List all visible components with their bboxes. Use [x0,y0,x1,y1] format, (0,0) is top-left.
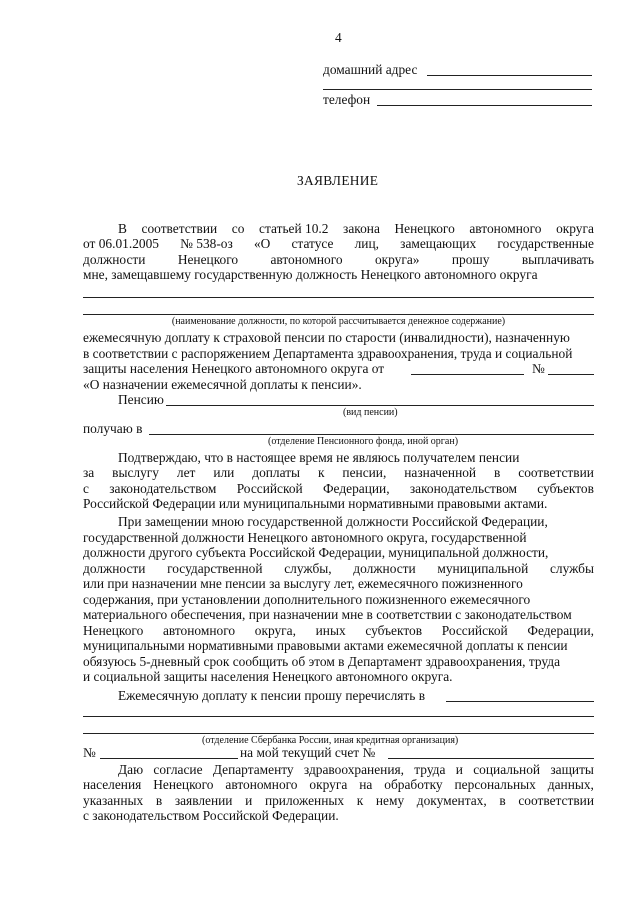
p1-line-3: должности Ненецкого автономного округа» прошу выплачивать [83,252,594,267]
p3-line-10: обязуюсь 5-дневный срок сообщить об этом в Департамент здравоохранения, труда [83,654,561,669]
p3-line-6: содержания, при установлении дополнительного пожизненного ежемесячного [83,592,531,607]
pension-authority-caption: (отделение Пенсионного фонда, иной орган) [268,436,459,447]
p5-line-3: указанных в заявлении и приложенных к нему документах, в соответствии [83,793,594,808]
position-name-caption: (наименование должности, по которой рассчитывается денежное содержание) [171,316,506,327]
p3-line-8: Ненецкого автономного округа, иных субъектов Российской Федерации, [83,623,594,638]
p3-line-3: должности другого субъекта Российской Федерации, муниципальной должности, [83,545,549,560]
bank-caption: (отделение Сбербанка России, иная кредитная организация) [202,735,459,746]
order-number-label: № [532,361,545,376]
order-number-field[interactable] [548,374,594,375]
order-date-field[interactable] [411,374,524,375]
account-label: на мой текущий счет № [240,745,376,760]
bank-field-2[interactable] [83,716,594,717]
home-address-label: домашний адрес [323,62,418,77]
p4-line-1: Ежемесячную доплату к пенсии прошу перечислять в [118,688,426,703]
p2-line-1: Подтверждаю, что в настоящее время не являюсь получателем пенсии [118,450,520,465]
p1-line-6: в соответствии с распоряжением Департамента здравоохранения, труда и социальной [83,346,573,361]
p2-line-2: за выслугу лет или доплаты к пенсии, назначенной в соответствии [83,465,594,480]
bank-field[interactable] [446,701,594,702]
p5-line-2: населения Ненецкого автономного округа на обработку персональных данных, [83,777,594,792]
p2-line-4: Российской Федерации или муниципальными нормативными правовыми актами. [83,496,548,511]
pension-authority-field[interactable] [149,434,594,435]
receive-label: получаю в [83,421,143,436]
p1-line-1: В соответствии со статьей 10.2 закона Ненецкого автономного округа [118,221,594,236]
branch-number-label: № [83,745,96,760]
p3-line-4: должности государственной службы, должности муниципальной службы [83,561,594,576]
p5-line-1: Даю согласие Департаменту здравоохранения, труда и социальной защиты [118,762,594,777]
p2-line-3: с законодательством Российской Федерации, законодательством субъектов [83,481,594,496]
p1-line-7: защиты населения Ненецкого автономного округа от [83,361,385,376]
p3-line-7: материального обеспечения, при назначении мне в соответствии с законодательством [83,607,572,622]
account-number-field[interactable] [388,758,594,759]
pension-label: Пенсию [118,392,164,407]
p1-line-8: «О назначении ежемесячной доплаты к пенсии». [83,377,362,392]
p3-line-1: При замещении мною государственной должности Российской Федерации, [118,514,548,529]
branch-number-field[interactable] [100,758,238,759]
p1-line-5: ежемесячную доплату к страховой пенсии по старости (инвалидности), назначенную [83,330,570,345]
phone-label: телефон [323,92,371,107]
p1-line-4: мне, замещавшему государственную должность Ненецкого автономного округа [83,267,538,282]
p3-line-5: или при назначении мне пенсии за выслугу лет, ежемесячного пожизненного [83,576,523,591]
pension-type-caption: (вид пенсии) [343,407,398,418]
p3-line-2: государственной должности Ненецкого автономного округа, государственной [83,530,527,545]
home-address-field[interactable] [427,75,592,76]
pension-type-field[interactable] [166,405,594,406]
home-address-field-2[interactable] [323,89,592,90]
bank-field-3[interactable] [83,733,594,734]
p3-line-9: муниципальными нормативными правовыми актами ежемесячной доплаты к пенсии [83,638,568,653]
p1-line-2: от 06.01.2005 № 538-оз «О статусе лиц, замещающих государственные [83,236,594,251]
position-name-field[interactable] [83,297,594,298]
p3-line-11: и социальной защиты населения Ненецкого автономного округа. [83,669,453,684]
position-name-field-2[interactable] [83,314,594,315]
p5-line-4: с законодательством Российской Федерации. [83,808,339,823]
document-title: ЗАЯВЛЕНИЕ [297,173,379,188]
page-number: 4 [335,30,342,45]
phone-field[interactable] [377,105,592,106]
